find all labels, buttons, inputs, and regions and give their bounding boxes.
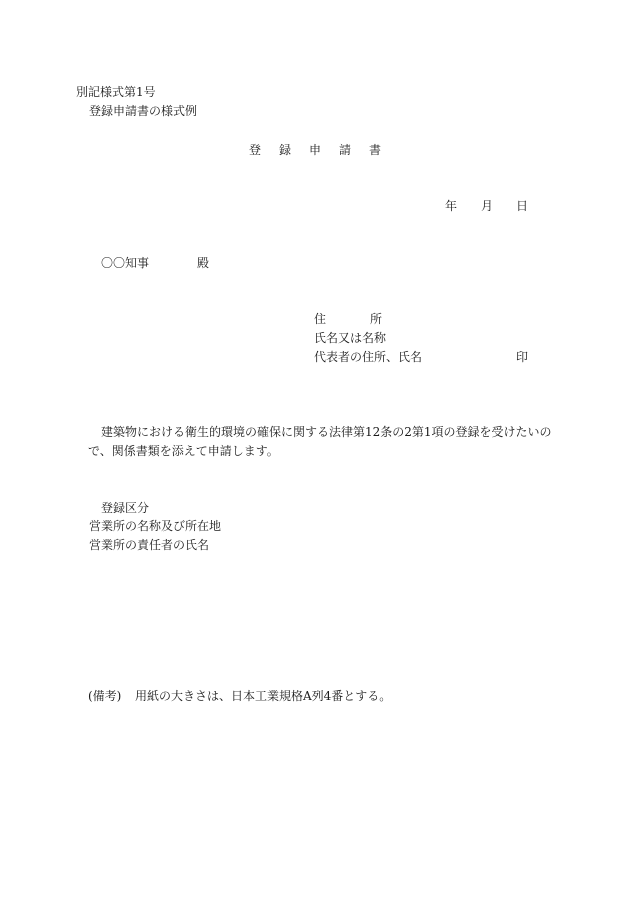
body-line: 建築物における衛生的環境の確保に関する法律第12条の2第1項の登録を受けたいの: [101, 425, 552, 439]
seal-mark: 印: [516, 350, 529, 364]
title-char: 録: [279, 143, 292, 157]
representative-label: 代表者の住所、氏名: [314, 350, 423, 364]
form-subtitle: 登録申請書の様式例: [89, 104, 198, 118]
body-line: で、関係書類を添えて申請します。: [88, 444, 279, 458]
name-label: 氏名又は名称: [314, 331, 387, 345]
list-item: 営業所の名称及び所在地: [89, 519, 222, 533]
list-item: 登録区分: [101, 501, 150, 515]
addressee-name: 〇〇知事: [101, 256, 150, 270]
title-char: 書: [369, 143, 382, 157]
title-char: 請: [339, 143, 352, 157]
addressee-honorific: 殿: [197, 256, 210, 270]
date-day: 日: [516, 199, 529, 213]
remarks-label: (備考): [88, 689, 122, 703]
list-item: 営業所の責任者の氏名: [89, 538, 210, 552]
address-label-char: 住: [314, 312, 327, 326]
title-char: 申: [309, 143, 322, 157]
form-label: 別記様式第1号: [76, 85, 156, 99]
date-year: 年: [445, 199, 458, 213]
title-char: 登: [249, 143, 262, 157]
remarks-text: 用紙の大きさは、日本工業規格A列4番とする。: [135, 689, 392, 703]
address-label-char: 所: [370, 312, 383, 326]
date-month: 月: [481, 199, 494, 213]
